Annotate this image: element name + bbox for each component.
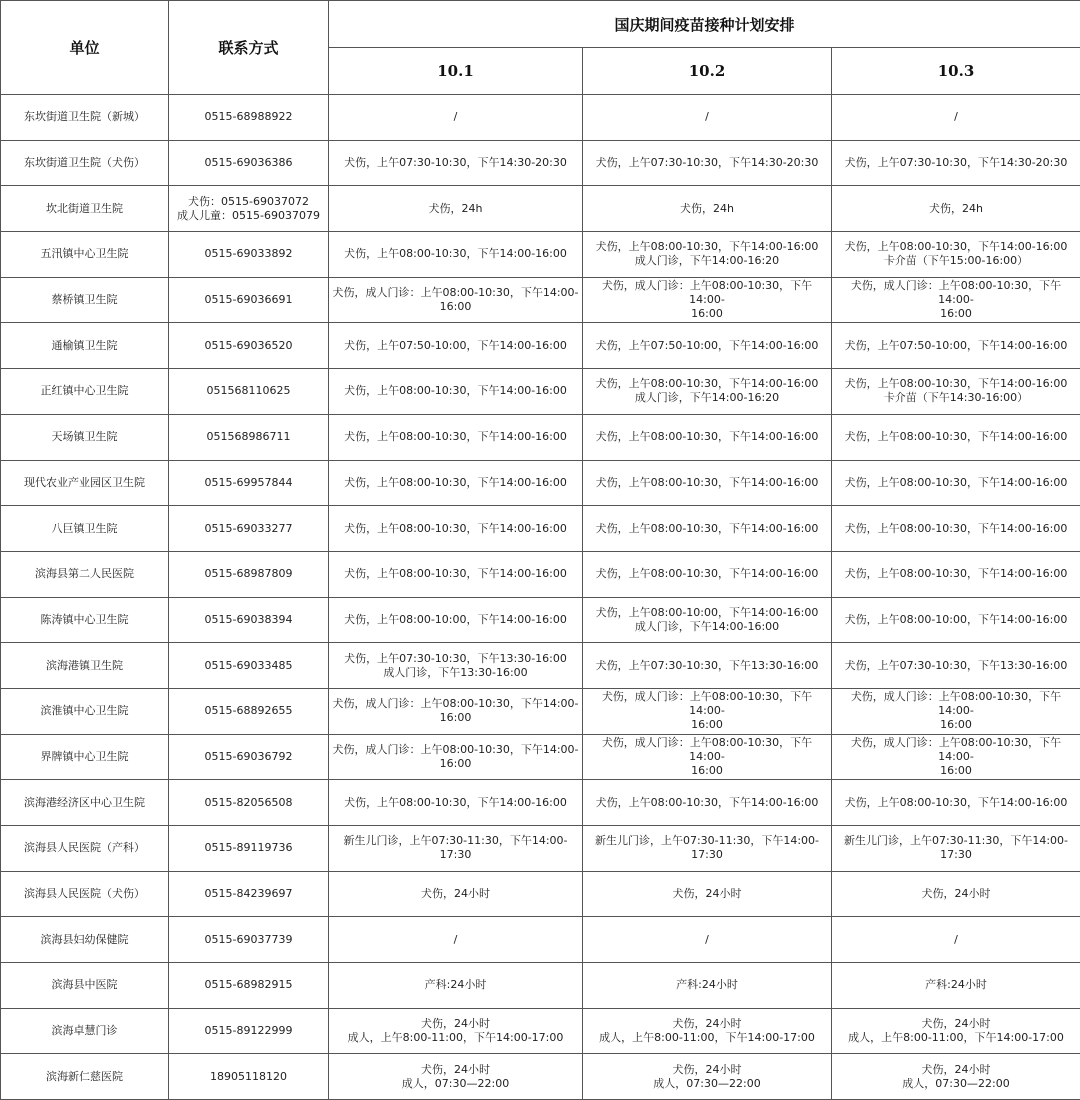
schedule-cell-oct-1: 新生儿门诊，上午07:30-11:30，下午14:00-17:30 xyxy=(329,826,583,872)
contact-cell: 0515-68892655 xyxy=(169,688,329,734)
table-row xyxy=(1,871,1080,917)
contact-cell: 18905118120 xyxy=(169,1054,329,1100)
contact-cell: 051568110625 xyxy=(169,369,329,415)
unit-cell: 蔡桥镇卫生院 xyxy=(1,277,169,323)
table-row xyxy=(1,186,1080,232)
contact-cell: 051568986711 xyxy=(169,414,329,460)
unit-cell: 八巨镇卫生院 xyxy=(1,506,169,552)
contact-cell: 犬伤：0515-69037072 成人儿童：0515-69037079 xyxy=(169,186,329,232)
schedule-cell-oct-2: 犬伤，上午08:00-10:30，下午14:00-16:00 xyxy=(583,414,832,460)
contact-cell: 0515-68988922 xyxy=(169,95,329,141)
schedule-cell-oct-3: 犬伤，上午08:00-10:30，下午14:00-16:00 xyxy=(832,460,1080,506)
schedule-cell-oct-1: 犬伤，上午08:00-10:30，下午14:00-16:00 xyxy=(329,414,583,460)
unit-cell: 滨海县妇幼保健院 xyxy=(1,917,169,963)
schedule-cell-oct-1: 犬伤，上午07:50-10:00，下午14:00-16:00 xyxy=(329,323,583,369)
unit-cell: 滨海港经济区中心卫生院 xyxy=(1,780,169,826)
schedule-cell-oct-3: 犬伤，上午07:50-10:00，下午14:00-16:00 xyxy=(832,323,1080,369)
contact-cell: 0515-69038394 xyxy=(169,597,329,643)
table-row xyxy=(1,551,1080,597)
table-row xyxy=(1,369,1080,415)
unit-column-header: 单位 xyxy=(1,1,169,95)
table-row xyxy=(1,95,1080,141)
schedule-cell-oct-1: 犬伤，成人门诊：上午08:00-10:30，下午14:00- 16:00 xyxy=(329,734,583,780)
schedule-cell-oct-2: 犬伤，上午08:00-10:30，下午14:00-16:00 xyxy=(583,506,832,552)
schedule-cell-oct-1: 犬伤，上午07:30-10:30，下午13:30-16:00 成人门诊，下午13:30-16:00 xyxy=(329,643,583,689)
schedule-cell-oct-2: 犬伤，上午08:00-10:30，下午14:00-16:00 xyxy=(583,551,832,597)
unit-cell: 坎北街道卫生院 xyxy=(1,186,169,232)
schedule-cell-oct-2: 犬伤，24小时 xyxy=(583,871,832,917)
unit-cell: 天场镇卫生院 xyxy=(1,414,169,460)
table-header xyxy=(1,1,1080,95)
schedule-cell-oct-2: 产科:24小时 xyxy=(583,963,832,1009)
table-row xyxy=(1,232,1080,278)
table-row xyxy=(1,506,1080,552)
table-row xyxy=(1,643,1080,689)
contact-cell: 0515-68982915 xyxy=(169,963,329,1009)
schedule-cell-oct-3: 犬伤，上午08:00-10:30，下午14:00-16:00 xyxy=(832,551,1080,597)
unit-cell: 滨海新仁慈医院 xyxy=(1,1054,169,1100)
unit-cell: 滨海县人民医院（产科） xyxy=(1,826,169,872)
contact-cell: 0515-89119736 xyxy=(169,826,329,872)
schedule-cell-oct-3: 产科:24小时 xyxy=(832,963,1080,1009)
contact-cell: 0515-68987809 xyxy=(169,551,329,597)
schedule-cell-oct-3: 犬伤，成人门诊：上午08:00-10:30，下午14:00- 16:00 xyxy=(832,277,1080,323)
schedule-cell-oct-2: 犬伤，上午07:50-10:00，下午14:00-16:00 xyxy=(583,323,832,369)
contact-cell: 0515-69036691 xyxy=(169,277,329,323)
schedule-cell-oct-3: 犬伤，上午07:30-10:30，下午13:30-16:00 xyxy=(832,643,1080,689)
schedule-cell-oct-3: 犬伤，上午08:00-10:30，下午14:00-16:00 xyxy=(832,506,1080,552)
contact-cell: 0515-69036386 xyxy=(169,140,329,186)
unit-cell: 现代农业产业园区卫生院 xyxy=(1,460,169,506)
schedule-cell-oct-3: 犬伤，上午08:00-10:30，下午14:00-16:00 xyxy=(832,780,1080,826)
table-row xyxy=(1,917,1080,963)
unit-cell: 正红镇中心卫生院 xyxy=(1,369,169,415)
schedule-cell-oct-2: 犬伤，24h xyxy=(583,186,832,232)
schedule-cell-oct-2: 犬伤，上午07:30-10:30，下午14:30-20:30 xyxy=(583,140,832,186)
unit-cell: 滨海县人民医院（犬伤） xyxy=(1,871,169,917)
schedule-cell-oct-2: 犬伤，成人门诊：上午08:00-10:30，下午14:00- 16:00 xyxy=(583,734,832,780)
schedule-cell-oct-1: 犬伤，24小时 成人，上午8:00-11:00，下午14:00-17:00 xyxy=(329,1008,583,1054)
date-header-oct-2: 10.2 xyxy=(583,48,832,95)
schedule-cell-oct-1: 犬伤，上午08:00-10:30，下午14:00-16:00 xyxy=(329,506,583,552)
schedule-cell-oct-3: 犬伤，上午08:00-10:30，下午14:00-16:00 xyxy=(832,414,1080,460)
table-row xyxy=(1,780,1080,826)
schedule-cell-oct-2: 犬伤，上午08:00-10:30，下午14:00-16:00 xyxy=(583,460,832,506)
schedule-cell-oct-1: 犬伤，上午08:00-10:30，下午14:00-16:00 xyxy=(329,780,583,826)
table-row xyxy=(1,277,1080,323)
schedule-cell-oct-3: 犬伤，上午08:00-10:30，下午14:00-16:00 卡介苗（下午15:00-16:00） xyxy=(832,232,1080,278)
schedule-cell-oct-3: 新生儿门诊，上午07:30-11:30，下午14:00-17:30 xyxy=(832,826,1080,872)
schedule-cell-oct-1: 犬伤，上午08:00-10:30，下午14:00-16:00 xyxy=(329,460,583,506)
plan-title: 国庆期间疫苗接种计划安排 xyxy=(329,1,1080,48)
schedule-cell-oct-2: 犬伤，成人门诊：上午08:00-10:30，下午14:00- 16:00 xyxy=(583,277,832,323)
contact-cell: 0515-69037739 xyxy=(169,917,329,963)
contact-cell: 0515-69036520 xyxy=(169,323,329,369)
schedule-cell-oct-3: / xyxy=(832,95,1080,141)
schedule-cell-oct-2: 犬伤，24小时 成人，上午8:00-11:00，下午14:00-17:00 xyxy=(583,1008,832,1054)
table-row xyxy=(1,460,1080,506)
schedule-cell-oct-1: 犬伤，上午08:00-10:30，下午14:00-16:00 xyxy=(329,369,583,415)
schedule-cell-oct-2: / xyxy=(583,95,832,141)
table-row xyxy=(1,963,1080,1009)
unit-cell: 界牌镇中心卫生院 xyxy=(1,734,169,780)
table-row xyxy=(1,826,1080,872)
schedule-cell-oct-1: 犬伤，24小时 xyxy=(329,871,583,917)
schedule-cell-oct-3: / xyxy=(832,917,1080,963)
unit-cell: 滨海县第二人民医院 xyxy=(1,551,169,597)
schedule-cell-oct-2: / xyxy=(583,917,832,963)
unit-cell: 滨淮镇中心卫生院 xyxy=(1,688,169,734)
contact-cell: 0515-69033485 xyxy=(169,643,329,689)
schedule-cell-oct-2: 犬伤，24小时 成人，07:30—22:00 xyxy=(583,1054,832,1100)
table-row xyxy=(1,688,1080,734)
schedule-cell-oct-1: 犬伤，上午08:00-10:30，下午14:00-16:00 xyxy=(329,232,583,278)
contact-cell: 0515-69033277 xyxy=(169,506,329,552)
schedule-cell-oct-1: / xyxy=(329,917,583,963)
table-row xyxy=(1,140,1080,186)
table-row xyxy=(1,414,1080,460)
unit-cell: 五汛镇中心卫生院 xyxy=(1,232,169,278)
schedule-cell-oct-2: 犬伤，上午08:00-10:00，下午14:00-16:00 成人门诊，下午14:00-16:00 xyxy=(583,597,832,643)
schedule-cell-oct-2: 犬伤，上午07:30-10:30，下午13:30-16:00 xyxy=(583,643,832,689)
table-row xyxy=(1,597,1080,643)
unit-cell: 滨海港镇卫生院 xyxy=(1,643,169,689)
schedule-cell-oct-3: 犬伤，上午08:00-10:30，下午14:00-16:00 卡介苗（下午14:30-16:00） xyxy=(832,369,1080,415)
schedule-cell-oct-3: 犬伤，成人门诊：上午08:00-10:30，下午14:00- 16:00 xyxy=(832,734,1080,780)
schedule-cell-oct-2: 新生儿门诊，上午07:30-11:30，下午14:00-17:30 xyxy=(583,826,832,872)
contact-cell: 0515-69957844 xyxy=(169,460,329,506)
schedule-cell-oct-1: 犬伤，成人门诊：上午08:00-10:30，下午14:00- 16:00 xyxy=(329,277,583,323)
schedule-cell-oct-1: / xyxy=(329,95,583,141)
schedule-cell-oct-3: 犬伤，上午08:00-10:00，下午14:00-16:00 xyxy=(832,597,1080,643)
schedule-cell-oct-3: 犬伤，上午07:30-10:30，下午14:30-20:30 xyxy=(832,140,1080,186)
contact-cell: 0515-89122999 xyxy=(169,1008,329,1054)
table-row xyxy=(1,1054,1080,1100)
schedule-cell-oct-2: 犬伤，成人门诊：上午08:00-10:30，下午14:00- 16:00 xyxy=(583,688,832,734)
unit-cell: 通榆镇卫生院 xyxy=(1,323,169,369)
schedule-cell-oct-3: 犬伤，24小时 成人，07:30—22:00 xyxy=(832,1054,1080,1100)
unit-cell: 东坎街道卫生院（犬伤） xyxy=(1,140,169,186)
schedule-cell-oct-2: 犬伤，上午08:00-10:30，下午14:00-16:00 成人门诊，下午14:00-16:20 xyxy=(583,369,832,415)
table-row xyxy=(1,1008,1080,1054)
table-body xyxy=(1,95,1080,1100)
unit-cell: 滨海卓慧门诊 xyxy=(1,1008,169,1054)
date-header-oct-1: 10.1 xyxy=(329,48,583,95)
contact-cell: 0515-84239697 xyxy=(169,871,329,917)
schedule-cell-oct-1: 犬伤，24h xyxy=(329,186,583,232)
schedule-cell-oct-1: 犬伤，24小时 成人，07:30—22:00 xyxy=(329,1054,583,1100)
contact-cell: 0515-82056508 xyxy=(169,780,329,826)
contact-cell: 0515-69036792 xyxy=(169,734,329,780)
schedule-cell-oct-1: 产科:24小时 xyxy=(329,963,583,1009)
schedule-cell-oct-1: 犬伤，上午08:00-10:30，下午14:00-16:00 xyxy=(329,551,583,597)
schedule-cell-oct-2: 犬伤，上午08:00-10:30，下午14:00-16:00 成人门诊，下午14:00-16:20 xyxy=(583,232,832,278)
contact-column-header: 联系方式 xyxy=(169,1,329,95)
table-row xyxy=(1,323,1080,369)
date-header-oct-3: 10.3 xyxy=(832,48,1080,95)
schedule-cell-oct-1: 犬伤，上午07:30-10:30，下午14:30-20:30 xyxy=(329,140,583,186)
schedule-cell-oct-3: 犬伤，24小时 成人，上午8:00-11:00，下午14:00-17:00 xyxy=(832,1008,1080,1054)
schedule-cell-oct-3: 犬伤，24h xyxy=(832,186,1080,232)
schedule-cell-oct-1: 犬伤，上午08:00-10:00，下午14:00-16:00 xyxy=(329,597,583,643)
unit-cell: 滨海县中医院 xyxy=(1,963,169,1009)
schedule-cell-oct-1: 犬伤，成人门诊：上午08:00-10:30，下午14:00- 16:00 xyxy=(329,688,583,734)
contact-cell: 0515-69033892 xyxy=(169,232,329,278)
schedule-cell-oct-3: 犬伤，24小时 xyxy=(832,871,1080,917)
unit-cell: 陈涛镇中心卫生院 xyxy=(1,597,169,643)
unit-cell: 东坎街道卫生院（新城） xyxy=(1,95,169,141)
table-row xyxy=(1,734,1080,780)
schedule-cell-oct-3: 犬伤，成人门诊：上午08:00-10:30，下午14:00- 16:00 xyxy=(832,688,1080,734)
schedule-cell-oct-2: 犬伤，上午08:00-10:30，下午14:00-16:00 xyxy=(583,780,832,826)
